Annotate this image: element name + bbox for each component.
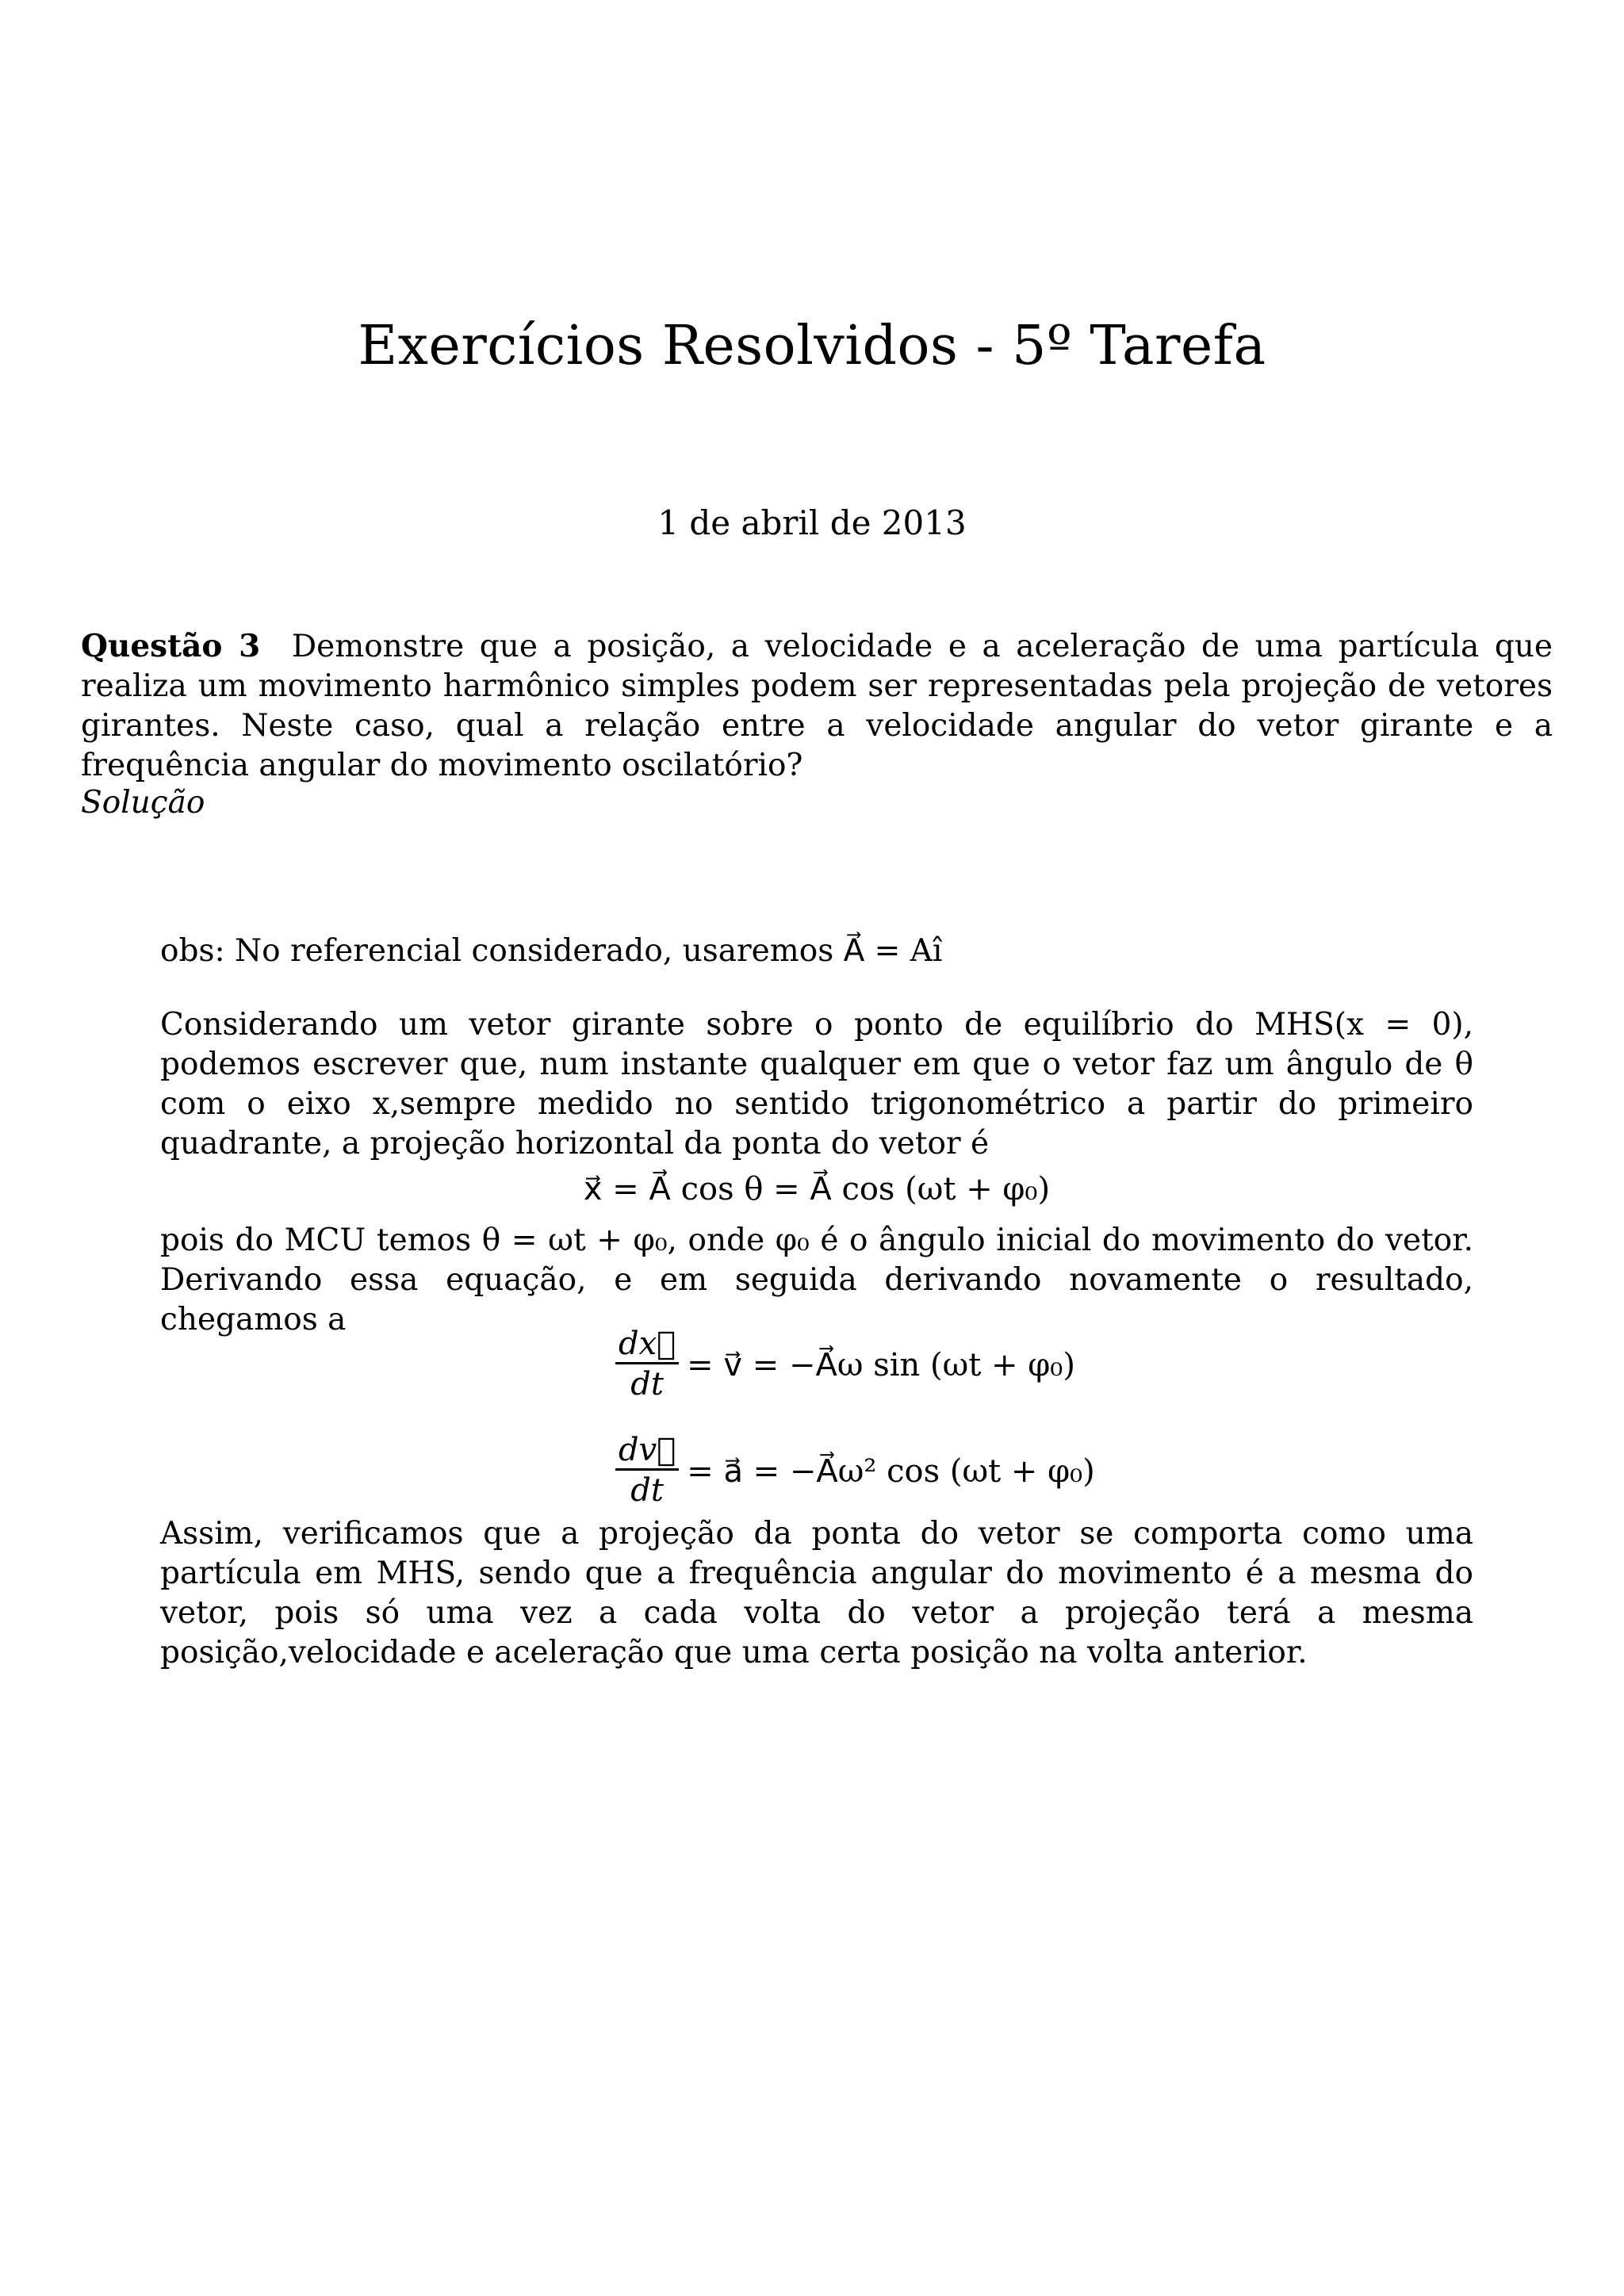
equation-rhs: = a⃗ = −A⃗ω² cos (ωt + φ₀)	[687, 1452, 1095, 1490]
fraction-denominator: dt	[630, 1366, 664, 1402]
fraction-numerator: dx⃗	[619, 1326, 676, 1362]
equation-position: x⃗ = A⃗ cos θ = A⃗ cos (ωt + φ₀)	[583, 1171, 1051, 1207]
question-text: Demonstre que a posição, a velocidade e a aceleração de uma partícula que realiza um movimento harmônico simples podem ser representadas pela projeção de vetores girantes. Neste caso, qual a relação entre a velocidade angular do vetor girante e a frequência angular do movimento oscilatório?	[81, 629, 1553, 783]
fraction-numerator: dv⃗	[619, 1432, 676, 1468]
question-label: Questão 3	[81, 628, 261, 664]
fraction-dv-dt	[615, 1432, 679, 1510]
fraction-dx-dt	[615, 1326, 679, 1404]
paragraph-2: pois do MCU temos θ = ωt + φ₀, onde φ₀ é o ângulo inicial do movimento do vetor. Derivando essa equação, e em seguida derivando novamente o resultado, chegamos a	[160, 1223, 1473, 1337]
paragraph-3: Assim, verificamos que a projeção da ponta do vetor se comporta como uma partícula em MHS, sendo que a frequência angular do movimento é a mesma do vetor, pois só uma vez a cada volta do vetor a projeção terá a mesma posição,velocidade e aceleração que uma certa posição na volta anterior.	[160, 1516, 1473, 1670]
solution-label: Solução	[81, 785, 205, 821]
document-title: Exercícios Resolvidos - 5º Tarefa	[358, 315, 1266, 377]
equation-rhs: = v⃗ = −A⃗ω sin (ωt + φ₀)	[687, 1346, 1075, 1383]
obs-note: obs: No referencial considerado, usaremos A⃗ = Aî	[160, 933, 943, 969]
equation-velocity	[615, 1326, 1075, 1404]
document-date: 1 de abril de 2013	[657, 503, 967, 542]
fraction-denominator: dt	[630, 1472, 664, 1509]
equation-acceleration	[615, 1432, 1095, 1510]
paragraph-1: Considerando um vetor girante sobre o ponto de equilíbrio do MHS(x = 0), podemos escrever que, num instante qualquer em que o vetor faz um ângulo de θ com o eixo x,sempre medido no sentido trigonométrico a partir do primeiro quadrante, a projeção horizontal da ponta do vetor é	[160, 1007, 1473, 1161]
question-block	[81, 626, 1553, 786]
